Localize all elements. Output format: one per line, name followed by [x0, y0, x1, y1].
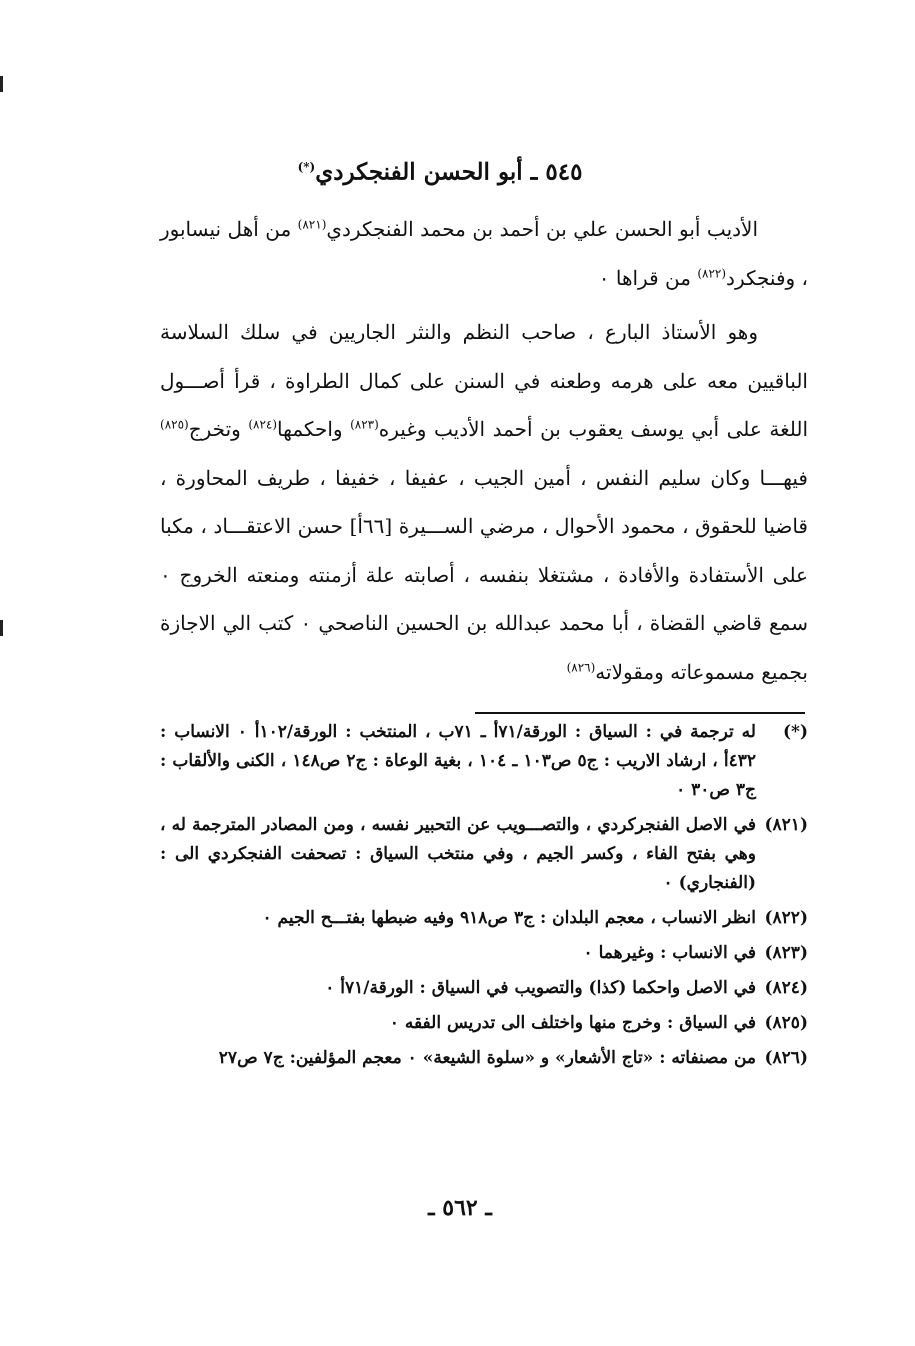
footnote-number: (٨٢٤): [764, 978, 808, 998]
footnote-text: في السياق : وخرج منها واختلف الى تدريس الفقه ٠: [389, 1013, 756, 1033]
footnote-ref: (٨٢١): [297, 217, 327, 232]
entry-title-text: ٥٤٥ ـ أبو الحسن الفنجكردي: [315, 158, 583, 186]
page-number: ـ ٥٦٢ ـ: [428, 1195, 492, 1221]
footnote: [160, 939, 808, 968]
footnote-ref: (٨٢٢): [697, 265, 727, 280]
footnote: [160, 1044, 808, 1073]
scan-edge-mark: [0, 76, 3, 92]
footnote-number: (*): [783, 722, 808, 742]
entry-title: [120, 150, 760, 190]
paragraph-text: من قراها ٠: [598, 265, 698, 290]
footnote-ref: (٨٢٣): [350, 417, 379, 432]
entry-body: [160, 205, 808, 696]
paragraph-text: واحكمها: [277, 417, 351, 441]
footnote-text: انظر الانساب ، معجم البلدان : ج٣ ص٩١٨ وفيه ضبطها بفتـــح الجيم ٠: [262, 908, 756, 928]
footnote: [160, 1009, 808, 1038]
footnote-number: (٨٢١): [764, 815, 808, 835]
footnote-number: (٨٢٥): [764, 1013, 808, 1033]
footnote-number: (٨٢٣): [764, 943, 808, 963]
paragraph-text: من أهل نيسابور ، وفنجكرد: [160, 217, 808, 290]
footnote-separator: [475, 712, 805, 714]
footnote-number: (٨٢٢): [764, 908, 808, 928]
paragraph-text: وهو الأستاذ البارع ، صاحب النظم والنثر الجاريين في سلك السلاسة الباقيين معه على هرمه وطعنه في السنن على كمال الطراوة ، قرأ أصـــول اللغة على أبي يوسف يعقوب بن أحمد الأديب وغيره: [160, 320, 809, 441]
footnote-ref: (٨٢٦): [566, 659, 596, 674]
footnote-number: (٨٢٦): [764, 1048, 808, 1068]
paragraph-text: فيهـــا وكان سليم النفس ، أمين الجيب ، عفيفا ، خفيفا ، طريف المحاورة ، قاضيا للحقوق ، محمود الأحوال ، مرضي الســـيرة [٦٦أ] حسن الاعتقـــاد ، مكبا على الأستفادة والأفادة ، مشتغلا بنفسه ، أصابته علة أزمنته ومنعته الخروج ٠ سمع قاضي القضاة ، أبا محمد عبدالله بن الحسين الناصحي ٠ كتب الي الاجازة بجميع مسموعاته ومقولاته: [160, 465, 808, 684]
footnote-text: في الانساب : وغيرهما ٠: [583, 943, 756, 963]
paragraph: [160, 205, 808, 302]
footnote-ref: (٨٢٥): [160, 417, 189, 432]
footnote-ref: (٨٢٤): [248, 417, 278, 432]
entry-title-footnote-mark: (*): [297, 160, 316, 174]
footnote: [160, 904, 808, 933]
paragraph-text: وتخرج: [188, 417, 249, 441]
footnote: [160, 718, 808, 805]
footnote-text: في الاصل الفنجركردي ، والتصـــويب عن التحبير نفسه ، ومن المصادر المترجمة له ، وهي بفتح الفاء ، وكسر الجيم ، وفي منتخب السياق : تصحفت الفنجكردي الى : (الفنجاري) ٠: [160, 815, 756, 893]
paragraph: [160, 308, 808, 696]
footnote: [160, 974, 808, 1003]
footnotes: [160, 718, 808, 1079]
footnote-text: من مصنفاته : «تاج الأشعار» و «سلوة الشيعة» ٠ معجم المؤلفين: ج٧ ص٢٧: [218, 1048, 756, 1068]
footnote-text: له ترجمة في : السياق : الورقة/٧١أ ـ ٧١ب ، المنتخب : الورقة/١٠٢أ ٠ الانساب : ٤٣٢أ ، ارشاد الاريب : ج٥ ص١٠٣ ـ ١٠٤ ، بغية الوعاة : ج٢ ص١٤٨ ، الكنى والألقاب : ج٣ ص٣٠ ٠: [160, 722, 757, 800]
paragraph-text: الأديب أبو الحسن علي بن أحمد بن محمد الفنجكردي: [326, 217, 758, 241]
scan-edge-mark: [0, 620, 3, 636]
footnote-text: في الاصل واحكما (كذا) والتصويب في السياق : الورقة/٧١أ ٠: [325, 978, 756, 998]
footnote: [160, 811, 808, 898]
